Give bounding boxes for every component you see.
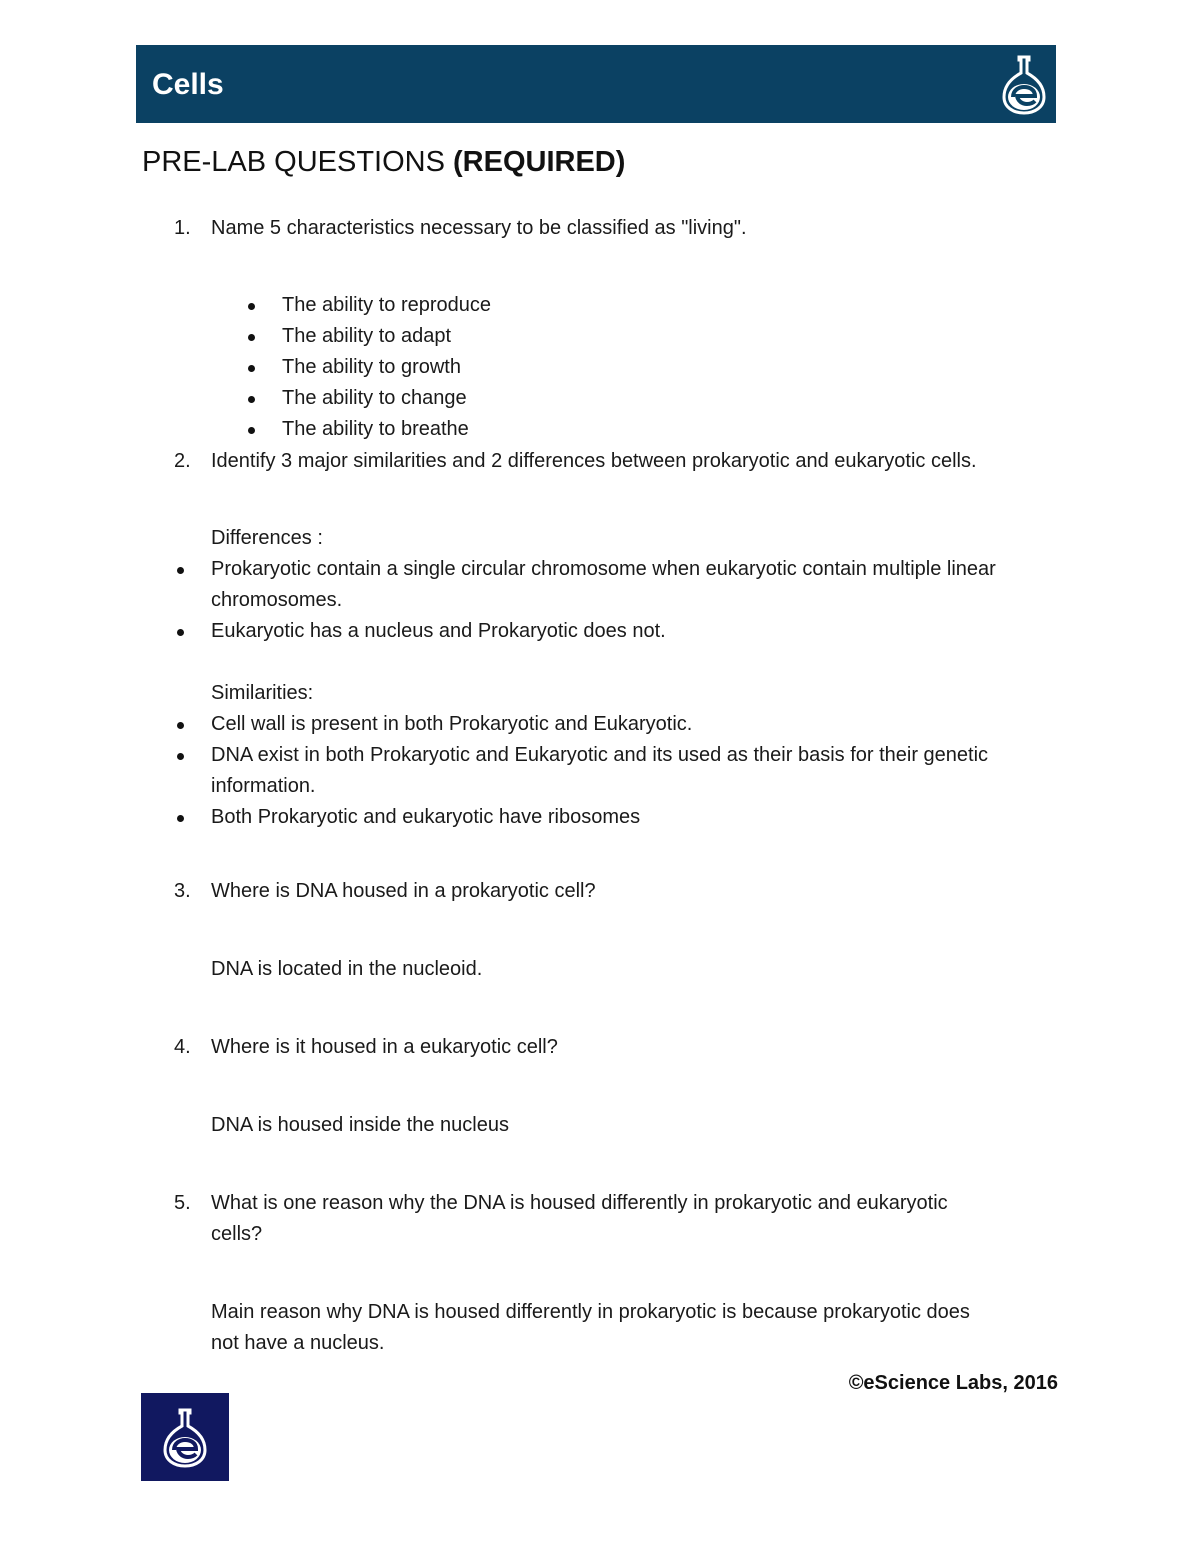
question-1-text: Name 5 characteristics necessary to be classified as "living".	[211, 217, 747, 239]
question-5-answer-line: Main reason why DNA is housed differently in prokaryotic is because prokaryotic does	[211, 1301, 970, 1323]
page-title: Cells	[152, 68, 224, 101]
question-1-number: 1.	[174, 217, 191, 239]
question-3-text: Where is DNA housed in a prokaryotic cell?	[211, 880, 596, 902]
question-4-number: 4.	[174, 1036, 191, 1058]
q1-answer-item: The ability to growth	[282, 356, 461, 378]
bullet-icon	[248, 303, 255, 310]
section-heading	[142, 144, 625, 180]
bullet-icon	[177, 567, 184, 574]
copyright-notice: ©eScience Labs, 2016	[848, 1372, 1058, 1394]
question-2-text: Identify 3 major similarities and 2 differences between prokaryotic and eukaryotic cells.	[211, 450, 977, 472]
similarity-item-line: Both Prokaryotic and eukaryotic have ribosomes	[211, 806, 641, 828]
question-5-number: 5.	[174, 1192, 191, 1214]
bullet-icon	[248, 334, 255, 341]
differences-label: Differences :	[211, 527, 323, 549]
question-3-answer: DNA is located in the nucleoid.	[211, 958, 483, 980]
footer-logo	[141, 1393, 229, 1481]
escience-flask-logo-icon	[1000, 53, 1048, 115]
question-5-text-line: What is one reason why the DNA is housed differently in prokaryotic and eukaryotic	[211, 1192, 948, 1214]
bullet-icon	[177, 629, 184, 636]
bullet-icon	[248, 396, 255, 403]
bullet-icon	[177, 815, 184, 822]
question-4-answer: DNA is housed inside the nucleus	[211, 1114, 509, 1136]
difference-item-line: Prokaryotic contain a single circular chromosome when eukaryotic contain multiple linear	[211, 558, 996, 580]
bullet-icon	[177, 753, 184, 760]
q1-answer-item: The ability to change	[282, 387, 467, 409]
question-4-text: Where is it housed in a eukaryotic cell?	[211, 1036, 558, 1058]
q1-answer-item: The ability to adapt	[282, 325, 451, 347]
q1-answer-item: The ability to breathe	[282, 418, 469, 440]
question-3-number: 3.	[174, 880, 191, 902]
escience-flask-logo-icon	[161, 1403, 209, 1471]
question-2-number: 2.	[174, 450, 191, 472]
heading-text: PRE-LAB QUESTIONS	[142, 146, 454, 178]
header-bar	[136, 45, 1056, 123]
similarities-label: Similarities:	[211, 682, 314, 704]
difference-item-line: Eukaryotic has a nucleus and Prokaryotic does not.	[211, 620, 666, 642]
similarity-item-line: information.	[211, 775, 316, 797]
bullet-icon	[248, 427, 255, 434]
q1-answer-item: The ability to reproduce	[282, 294, 492, 316]
bullet-icon	[177, 722, 184, 729]
question-5-text-line: cells?	[211, 1223, 263, 1245]
difference-item-line: chromosomes.	[211, 589, 343, 611]
similarity-item-line: DNA exist in both Prokaryotic and Eukaryotic and its used as their basis for their genetic	[211, 744, 989, 766]
heading-required-label: (REQUIRED)	[453, 146, 626, 178]
question-5-answer-line: not have a nucleus.	[211, 1332, 385, 1354]
bullet-icon	[248, 365, 255, 372]
similarity-item-line: Cell wall is present in both Prokaryotic and Eukaryotic.	[211, 713, 693, 735]
